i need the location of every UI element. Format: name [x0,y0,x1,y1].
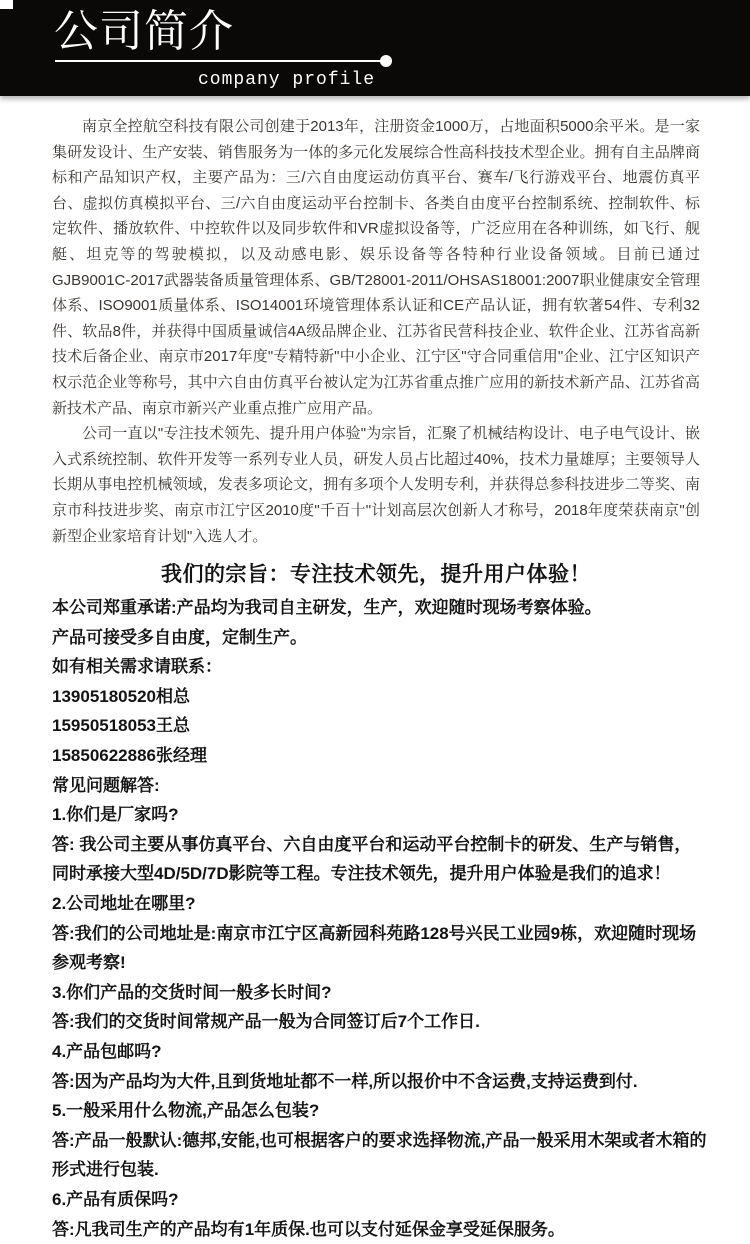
intro-paragraph-2: 公司一直以"专注技术领先、提升用户体验"为宗旨，汇聚了机械结构设计、电子电气设计、嵌入式系统控制、软件开发等一系列专业人员，研发人员占比超过40%，技术力量雄厚；主要领导人长期从事电控机械领域，发表多项论文，拥有多项个人发明专利，并获得总参科技进步二等奖、南京市科技进步奖、南京市江宁区2010度"千百十"计划高层次创新人才称号，2018年度荣获南京"创新型企业家培育计划"入选人才。 [52,425,700,545]
contact-phone-line: 15850622886张经理 [52,746,208,766]
commitment-line: 产品可接受多自由度，定制生产。 [52,627,307,647]
motto-heading: 我们的宗旨：专注技术领先，提升用户体验！ [161,563,591,587]
faq-answer: 参观考察! [52,953,126,973]
page-title: 公司简介 [54,7,234,56]
commitment-line: 本公司郑重承诺:产品均为我司自主研发，生产，欢迎随时现场考察体验。 [52,598,602,618]
commitment-line: 如有相关需求请联系： [52,657,222,677]
faq-question: 5.一般采用什么物流,产品怎么包装? [52,1101,320,1121]
underline-end-dot-icon [380,55,392,67]
document-body [0,96,750,1244]
faq-answer: 形式进行包装. [52,1160,159,1180]
faq-question: 1.你们是厂家吗? [52,805,179,825]
faq-answer: 答:凡我司生产的产品均有1年质保.也可以支付延保金享受延保服务。 [52,1219,565,1239]
faq-heading: 常见问题解答: [52,775,160,795]
faq-answer: 同时承接大型4D/5D/7D影院等工程。专注技术领先，提升用户体验是我们的追求！ [52,864,671,884]
faq-answer: 答:我们的公司地址是:南京市江宁区高新园科苑路128号兴民工业园9栋，欢迎随时现场 [52,923,697,943]
title-underline [55,60,385,62]
contact-phone-line: 15950518053王总 [52,716,191,736]
faq-answer: 答: 我公司主要从事仿真平台、六自由度平台和运动平台控制卡的研发、生产与销售， [52,834,692,854]
contact-phone-line: 13905180520相总 [52,686,191,706]
faq-question: 6.产品有质保吗? [52,1189,179,1209]
faq-question: 3.你们产品的交货时间一般多长时间? [52,982,332,1002]
faq-answer: 答:我们的交货时间常规产品一般为合同签订后7个工作日. [52,1012,480,1032]
faq-answer: 答:产品一般默认:德邦,安能,也可根据客户的要求选择物流,产品一般采用木架或者木箱的 [52,1130,707,1150]
corner-notch [0,0,13,9]
faq-answer: 答:因为产品均为大件,且到货地址都不一样,所以报价中不含运费,支持运费到付. [52,1071,638,1091]
intro-paragraph-1: 南京全控航空科技有限公司创建于2013年，注册资金1000万，占地面积5000余平米。是一家集研发设计、生产安装、销售服务为一体的多元化发展综合性高科技技术型企业。拥有自主品牌商标和产品知识产权，主要产品为：三/六自由度运动仿真平台、赛车/飞行游戏平台、地震仿真平台、虚拟仿真模拟平台、三/六自由度运动平台控制卡、各类自由度平台控制系统、控制软件、标定软件、播放软件、中控软件以及同步软件和VR虚拟设备等，广泛应用在各种训练，如飞行、舰艇、坦克等的驾驶模拟，以及动感电影、娱乐设备等各特种行业设备领域。目前已通过GJB9001C-2017武器装备质量管理体系、GB/T28001-2011/OHSAS18001:2007职业健康安全管理体系、ISO9001质量体系、ISO14001环境管理体系认证和CE产品认证，拥有软著54件、专利32件、软品8件，并获得中国质量诚信4A级品牌企业、江苏省民营科技企业、软件企业、江苏省高新技术后备企业、南京市2017年度"专精特新"中小企业、江宁区"守合同重信用"企业、江宁区知识产权示范企业等称号，其中六自由仿真平台被认定为江苏省重点推广应用的新技术新产品、江苏省高新技术产品、南京市新兴产业重点推广应用产品。 [52,118,700,417]
header-banner [0,0,750,96]
faq-question: 2.公司地址在哪里? [52,894,196,914]
page-subtitle: company profile [198,70,376,90]
faq-question: 4.产品包邮吗? [52,1042,162,1061]
